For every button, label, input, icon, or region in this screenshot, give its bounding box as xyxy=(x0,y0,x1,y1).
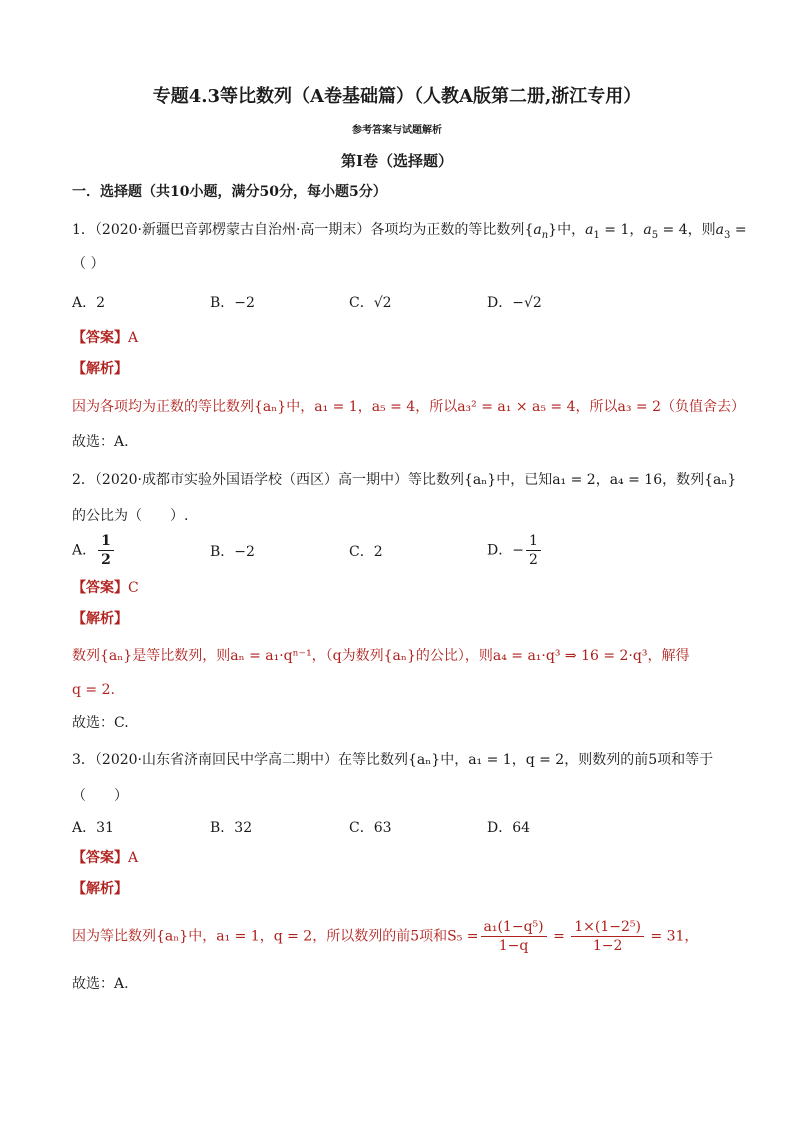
q2-option-a-den: 2 xyxy=(101,552,111,568)
q2-option-a-fraction xyxy=(98,532,114,569)
q3-option-d: D．64 xyxy=(487,820,531,836)
q1-option-a: A．2 xyxy=(72,295,106,311)
q2-answer xyxy=(72,578,139,598)
q1-stem-mid: 中， xyxy=(557,222,586,238)
q2-analysis-label: 【解析】 xyxy=(72,611,128,627)
q3-fraction-2-den: 1−2 xyxy=(592,938,623,954)
q3-fraction-1 xyxy=(481,918,547,955)
q2-conclusion: 故选：C. xyxy=(72,715,129,731)
q1-analysis: 因为各项均为正数的等比数列{aₙ}中，a₁ = 1，a₅ = 4，所以a₃² = a₁ × a₅ = 4，所以a₃ = 2（负值舍去） xyxy=(72,399,745,415)
q1-answer-label: 【答案】 xyxy=(72,330,128,346)
q3-answer-label: 【答案】 xyxy=(72,850,128,866)
q1-analysis-label: 【解析】 xyxy=(72,361,128,377)
q3-fraction-1-den: 1−q xyxy=(498,938,529,954)
q2-option-a-label: A． xyxy=(72,542,97,559)
q1-stem-text: 1．（2020·新疆巴音郭楞蒙古自治州·高一期末）各项均为正数的等比数列 xyxy=(72,222,525,238)
document-subtitle: 参考答案与试题解析 xyxy=(352,125,442,136)
q3-analysis-text: 因为等比数列{aₙ}中，a₁ = 1，q = 2，所以数列的前5项和S₅ = xyxy=(72,928,479,945)
q1-stem: 1．（2020·新疆巴音郭楞蒙古自治州·高一期末）各项均为正数的等比数列$\{a_n\}$中，$a_1 = 1$，$a_5 = 4$，则$a_3$ = xyxy=(72,222,747,241)
q3-answer-value: A xyxy=(128,850,139,866)
q1-conclusion-text: 故选：A. xyxy=(72,434,129,450)
q1-stem-tail: ，则 xyxy=(687,222,716,238)
q1-option-d: D．−√2 xyxy=(487,295,542,311)
q2-stem: 2．（2020·成都市实验外国语学校（西区）高一期中）等比数列{aₙ}中，已知a₁ = 2，a₄ = 16，数列{aₙ} xyxy=(72,472,737,488)
q1-conclusion xyxy=(72,432,129,452)
q3-analysis: 因为等比数列{aₙ}中，a₁ = 1，q = 2，所以数列的前5项和S₅ = $\frac{\text{a₁(1−q⁵)}}{1-q}$ = $\frac{\text{1×(1−2⁵)}}{1-2}$ = 31， xyxy=(72,919,699,954)
q1-stem-end: （ ） xyxy=(72,256,105,272)
q3-fraction-2-num: 1×(1−2⁵) xyxy=(571,918,644,937)
q3-option-b: B．32 xyxy=(210,820,253,836)
q2-option-d-den: 2 xyxy=(528,552,538,568)
q1-seq-symbol: $\{a_n\}$ xyxy=(524,222,558,241)
q1-cond1: a xyxy=(585,222,594,238)
q3-option-a: A．31 xyxy=(72,820,114,836)
q3-option-c: C．63 xyxy=(349,820,392,836)
q3-analysis-label: 【解析】 xyxy=(72,881,128,897)
q2-option-a-num: 1 xyxy=(98,532,114,551)
q2-stem-line2: 的公比为（ ）. xyxy=(72,508,189,524)
q2-option-d xyxy=(487,532,543,569)
q3-stem: 3．（2020·山东省济南回民中学高二期中）在等比数列{aₙ}中，a₁ = 1，q = 2，则数列的前5项和等于 xyxy=(72,752,714,768)
q3-fraction-1-num: a₁(1−q⁵) xyxy=(481,918,547,937)
q2-option-c: C．2 xyxy=(349,544,383,560)
q2-option-d-label: D．− xyxy=(487,542,524,559)
q1-option-b: B．−2 xyxy=(210,295,255,311)
q1-answer xyxy=(72,328,138,348)
q2-analysis: 数列{aₙ}是等比数列，则aₙ = a₁·qⁿ⁻¹，（q为数列{aₙ}的公比），则a₄ = a₁·q³ ⇒ 16 = 2·q³，解得 xyxy=(72,648,690,664)
q3-stem-line2: （ ） xyxy=(72,788,128,804)
q1-option-c: C．√2 xyxy=(349,295,392,311)
q1-answer-value: A xyxy=(128,330,139,346)
q3-conclusion: 故选：A. xyxy=(72,976,129,992)
q2-option-d-fraction xyxy=(526,532,541,569)
q2-option-a xyxy=(72,532,116,569)
q2-analysis-line2: q = 2. xyxy=(72,682,115,698)
section-heading: 第Ⅰ卷（选择题） xyxy=(340,152,454,170)
q2-answer-label: 【答案】 xyxy=(72,580,128,596)
q3-answer xyxy=(72,848,138,868)
q2-option-d-num: 1 xyxy=(526,532,541,551)
document-title: 专题4.3等比数列（A卷基础篇）（人教A版第二册,浙江专用） xyxy=(152,86,642,107)
q2-answer-value: C xyxy=(128,580,139,596)
part-heading: 一．选择题（共10小题，满分50分，每小题5分） xyxy=(72,184,387,200)
q3-analysis-result: = 31， xyxy=(650,928,699,945)
q2-option-b: B．−2 xyxy=(210,544,255,560)
q3-fraction-2 xyxy=(571,918,644,955)
